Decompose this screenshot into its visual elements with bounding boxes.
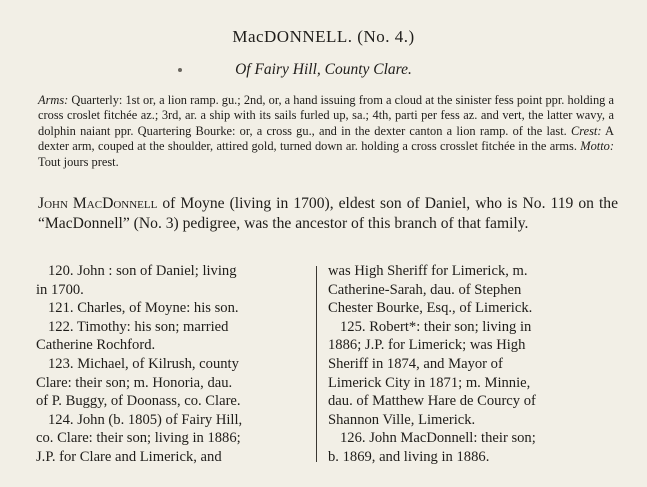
pedigree-line: 1886; J.P. for Limerick; was High bbox=[328, 337, 526, 354]
pedigree-line: dau. of Matthew Hare de Courcy of bbox=[328, 393, 536, 410]
pedigree-line: 125. Robert*: their son; living in bbox=[340, 318, 532, 335]
pedigree-line: Sheriff in 1874, and Mayor of bbox=[328, 355, 503, 372]
pedigree-line: 120. John : son of Daniel; living bbox=[48, 263, 237, 279]
arms-paragraph bbox=[38, 93, 614, 170]
pedigree-line: J.P. for Clare and Limerick, and bbox=[36, 448, 222, 465]
pedigree-line: Shannon Ville, Limerick. bbox=[328, 411, 476, 428]
pedigree-line: Chester Bourke, Esq., of Limerick. bbox=[328, 300, 533, 317]
intro-paragraph bbox=[38, 194, 618, 234]
left-column bbox=[36, 262, 306, 467]
pedigree-line: of P. Buggy, of Doonass, co. Clare. bbox=[36, 393, 241, 410]
motto-text: Tout jours prest. bbox=[38, 154, 119, 169]
arms-label: Arms: bbox=[38, 93, 69, 107]
right-column bbox=[328, 262, 598, 467]
arms-text: Quarterly: 1st or, a lion ramp. gu.; 2nd, or, a hand issuing from a cloud at the sinister fess point ppr. holding a cross croslet fitchée az.; 3rd, ar. a ship with its sails furled up, sa.; 4th, parti per fess az. and vert, the latter wavy, a dolphin naiant ppr. Quartering Bourke: or, a cross gu., and in the dexter canton a lion ramp. of the last. bbox=[38, 93, 614, 138]
pedigree-line: Clare: their son; m. Honoria, dau. bbox=[36, 374, 233, 391]
pedigree-line: co. Clare: their son; living in 1886; bbox=[36, 430, 241, 447]
pedigree-line: b. 1869, and living in 1886. bbox=[328, 448, 490, 465]
crest-text: A dexter arm, couped at the shoulder, attired gold, turned down ar. holding a cross crosslet fitchée in the arms. bbox=[38, 123, 614, 154]
column-rule bbox=[316, 266, 317, 462]
pedigree-line: Limerick City in 1871; m. Minnie, bbox=[328, 374, 531, 391]
pedigree-line: 124. John (b. 1805) of Fairy Hill, bbox=[48, 411, 243, 428]
pedigree-line: in 1700. bbox=[36, 281, 84, 298]
pedigree-line: 126. John MacDonnell: their son; bbox=[340, 430, 536, 447]
pedigree-line: was High Sheriff for Limerick, m. bbox=[328, 263, 528, 279]
pedigree-line: 122. Timothy: his son; married bbox=[48, 318, 229, 335]
intro-text: of Moyne (living in 1700), eldest son of Daniel, who is No. 119 on the “MacDonnell” (No. 3) pedigree, was the ancestor of this branch of that family. bbox=[38, 195, 618, 232]
page-title: MacDONNELL. (No. 4.) bbox=[232, 27, 415, 46]
pedigree-line: Catherine Rochford. bbox=[36, 337, 156, 354]
motto-label: Motto: bbox=[580, 139, 614, 154]
pedigree-line: Catherine-Sarah, dau. of Stephen bbox=[328, 281, 522, 298]
pedigree-line: 123. Michael, of Kilrush, county bbox=[48, 355, 239, 372]
pedigree-line: 121. Charles, of Moyne: his son. bbox=[48, 300, 239, 317]
intro-name: John MacDonnell bbox=[38, 195, 158, 212]
crest-label: Crest: bbox=[570, 123, 602, 138]
page-subtitle: Of Fairy Hill, County Clare. bbox=[235, 61, 412, 78]
